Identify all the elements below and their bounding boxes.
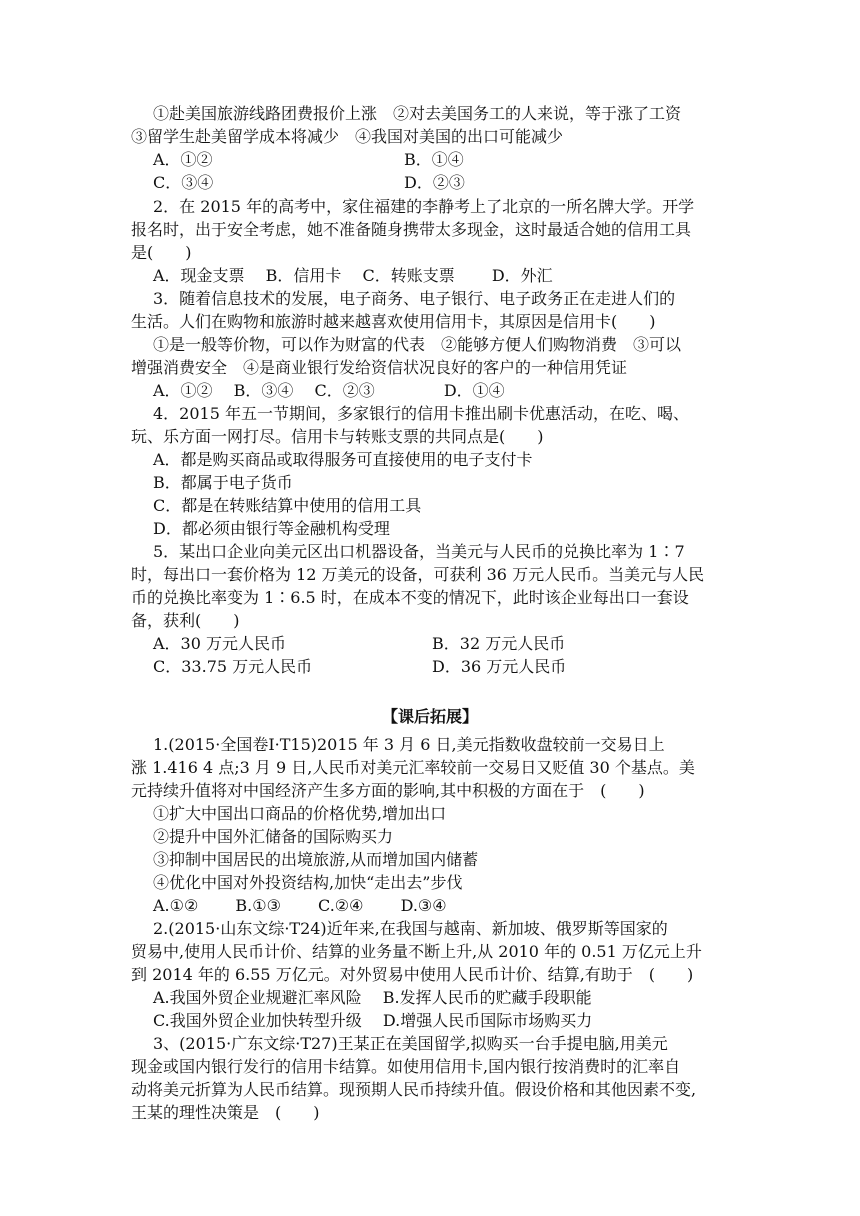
- extension-1-item-1: ①扩大中国出口商品的价格优势,增加出口: [153, 804, 447, 823]
- question-5-line-1: 5．某出口企业向美元区出口机器设备，当美元与人民币的兑换比率为 1∶7: [153, 542, 685, 561]
- option-d: D．②③: [404, 173, 465, 192]
- extension-1-item-2: ②提升中国外汇储备的国际购买力: [153, 827, 394, 846]
- extension-2-line-3: 到 2014 年的 6.55 万亿元。对外贸易中使用人民币计价、结算,有助于 ( ): [131, 965, 694, 984]
- extension-2-options-1: A.我国外贸企业规避汇率风险 B.发挥人民币的贮藏手段职能: [153, 988, 592, 1007]
- option-c: C．③④: [153, 173, 214, 192]
- option-b: B．①④: [404, 150, 464, 169]
- question-5-line-4: 备，获利( ): [131, 611, 240, 630]
- question-5-line-3: 币的兑换比率变为 1∶6.5 时，在成本不变的情况下，此时该企业每出口一套设: [131, 588, 689, 607]
- statement-line-1: ①赴美国旅游线路团费报价上涨 ②对去美国务工的人来说，等于涨了工资: [153, 104, 682, 123]
- question-4-option-a: A．都是购买商品或取得服务可直接使用的电子支付卡: [153, 450, 533, 469]
- extension-1-item-3: ③抑制中国居民的出境旅游,从而增加国内储蓄: [153, 850, 479, 869]
- question-4-option-b: B．都属于电子货币: [153, 473, 293, 492]
- question-3-line-4: 增强消费安全 ④是商业银行发给资信状况良好的客户的一种信用凭证: [131, 358, 628, 377]
- question-5-option-d: D．36 万元人民币: [432, 657, 567, 676]
- question-5-option-b: B．32 万元人民币: [432, 634, 566, 653]
- question-3-line-3: ①是一般等价物，可以作为财富的代表 ②能够方便人们购物消费 ③可以: [153, 335, 682, 354]
- question-5-option-c: C．33.75 万元人民币: [153, 657, 313, 676]
- question-2-line-3: 是( ): [131, 243, 192, 262]
- question-5-option-a: A．30 万元人民币: [153, 634, 287, 653]
- extension-3-line-1: 3、(2015·广东文综·T27)王某正在美国留学,拟购买一台手提电脑,用美元: [153, 1034, 668, 1053]
- question-2-options: A．现金支票 B．信用卡 C．转账支票 D．外汇: [153, 266, 553, 285]
- question-3-line-1: 3．随着信息技术的发展，电子商务、电子银行、电子政务正在走进人们的: [153, 289, 676, 308]
- question-4-option-d: D．都必须由银行等金融机构受理: [153, 519, 390, 538]
- question-3-line-2: 生活。人们在购物和旅游时越来越喜欢使用信用卡，其原因是信用卡( ): [131, 312, 656, 331]
- question-2-line-1: 2．在 2015 年的高考中，家住福建的李静考上了北京的一所名牌大学。开学: [153, 197, 695, 216]
- question-5-line-2: 时，每出口一套价格为 12 万美元的设备，可获利 36 万元人民币。当美元与人民: [131, 565, 705, 584]
- extension-1-line-2: 涨 1.416 4 点;3 月 9 日,人民币对美元汇率较前一交易日又贬值 30 个基点。美: [131, 758, 695, 777]
- extension-1-line-3: 元持续升值将对中国经济产生多方面的影响,其中积极的方面在于 ( ): [131, 781, 645, 800]
- extension-3-line-2: 现金或国内银行发行的信用卡结算。如使用信用卡,国内银行按消费时的汇率自: [131, 1057, 681, 1076]
- extension-1-line-1: 1.(2015·全国卷Ⅰ·T15)2015 年 3 月 6 日,美元指数收盘较前一交易日上: [153, 735, 665, 754]
- question-4-option-c: C．都是在转账结算中使用的信用工具: [153, 496, 422, 515]
- extension-2-line-1: 2.(2015·山东文综·T24)近年来,在我国与越南、新加坡、俄罗斯等国家的: [153, 919, 668, 938]
- extension-2-line-2: 贸易中,使用人民币计价、结算的业务量不断上升,从 2010 年的 0.51 万亿元上升: [131, 942, 702, 961]
- extension-3-line-4: 王某的理性决策是 ( ): [131, 1103, 320, 1122]
- statement-line-2: ③留学生赴美留学成本将减少 ④我国对美国的出口可能减少: [131, 127, 564, 146]
- question-3-options: A．①② B．③④ C．②③ D．①④: [153, 381, 505, 400]
- extension-2-options-2: C.我国外贸企业加快转型升级 D.增强人民币国际市场购买力: [153, 1011, 593, 1030]
- extension-1-item-4: ④优化中国对外投资结构,加快“走出去”步伐: [153, 873, 463, 892]
- section-title: 【课后拓展】: [381, 707, 478, 726]
- question-4-line-1: 4．2015 年五一节期间，多家银行的信用卡推出刷卡优惠活动，在吃、喝、: [153, 404, 689, 423]
- question-2-line-2: 报名时，出于安全考虑，她不准备随身携带太多现金，这时最适合她的信用工具: [131, 220, 692, 239]
- option-a: A．①②: [153, 150, 213, 169]
- question-4-line-2: 玩、乐方面一网打尽。信用卡与转账支票的共同点是( ): [131, 427, 544, 446]
- extension-3-line-3: 动将美元折算为人民币结算。现预期人民币持续升值。假设价格和其他因素不变,: [131, 1080, 697, 1099]
- extension-1-options: A.①② B.①③ C.②④ D.③④: [153, 896, 447, 915]
